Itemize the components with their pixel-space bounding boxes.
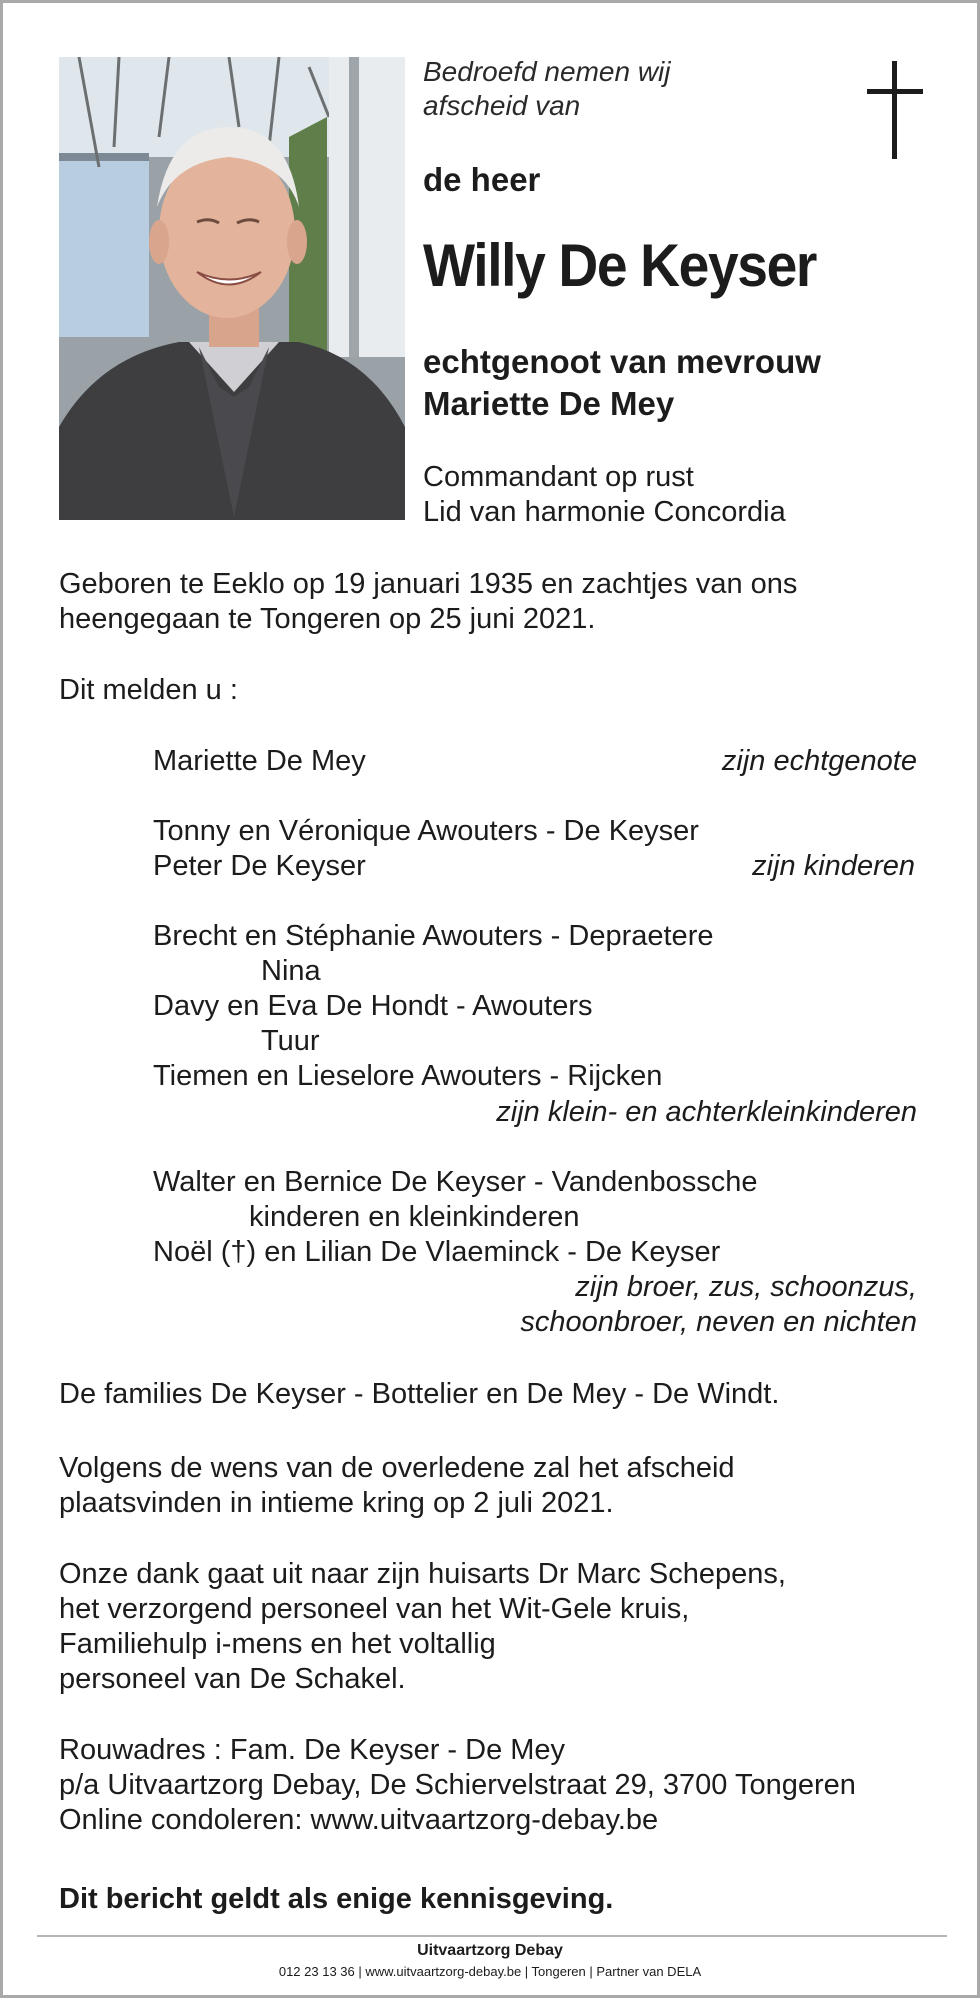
siblings-line-1: Walter en Bernice De Keyser - Vandenbossche [153,1166,758,1198]
address-line-2: p/a Uitvaartzorg Debay, De Schiervelstraat 29, 3700 Tongeren [59,1769,856,1801]
siblings-line-2: kinderen en kleinkinderen [249,1201,580,1233]
intro-text [423,55,670,123]
farewell-line-1: Volgens de wens van de overledene zal het afscheid [59,1452,735,1484]
cross-icon [867,61,923,159]
grandchildren-line-1: Brecht en Stéphanie Awouters - Depraetere [153,920,714,952]
thanks-line-4: personeel van De Schakel. [59,1663,406,1695]
birth-line-1: Geboren te Eeklo op 19 januari 1935 en zachtjes van ons [59,568,798,600]
children-line-1: Tonny en Véronique Awouters - De Keyser [153,815,699,847]
announce-label: Dit melden u : [59,674,238,706]
grandchildren-relation: zijn klein- en achterkleinkinderen [496,1096,917,1128]
siblings-relation-line-2: schoonbroer, neven en nichten [520,1306,917,1338]
role-block [423,460,786,530]
spouse-line-1: echtgenoot van mevrouw [423,343,821,380]
spouse-line-2: Mariette De Mey [423,385,675,422]
thanks-text [59,1557,786,1697]
closing-statement: Dit bericht geldt als enige kennisgeving. [59,1883,614,1915]
children-relation: zijn kinderen [752,850,915,882]
role-line-1: Commandant op rust [423,461,694,493]
portrait-photo [59,57,405,520]
thanks-line-3: Familiehulp i-mens en het voltallig [59,1628,496,1660]
deceased-name: Willy De Keyser [423,232,817,299]
intro-line-2: afscheid van [423,90,581,121]
grandchildren-line-2: Nina [261,955,321,987]
mourner-spouse-name: Mariette De Mey [153,745,366,777]
grandchildren-line-5: Tiemen en Lieselore Awouters - Rijcken [153,1060,663,1092]
thanks-line-1: Onze dank gaat uit naar zijn huisarts Dr Marc Schepens, [59,1558,786,1590]
grandchildren-line-3: Davy en Eva De Hondt - Awouters [153,990,593,1022]
address-line-1: Rouwadres : Fam. De Keyser - De Mey [59,1734,566,1766]
footer-details: 012 23 13 36 | www.uitvaartzorg-debay.be | Tongeren | Partner van DELA [278,1964,702,1979]
grandchildren-line-4: Tuur [261,1025,320,1057]
role-line-2: Lid van harmonie Concordia [423,496,786,528]
footer-divider [37,1935,947,1937]
address-line-3: Online condoleren: www.uitvaartzorg-debay.be [59,1804,659,1836]
spouse-block [423,341,821,425]
farewell-line-2: plaatsvinden in intieme kring op 2 juli 2021. [59,1487,614,1519]
salutation: de heer [423,161,541,198]
address-text [59,1733,856,1838]
birth-text [59,567,797,637]
thanks-line-2: het verzorgend personeel van het Wit-Gele kruis, [59,1593,690,1625]
farewell-text [59,1451,735,1521]
siblings-relation-line-1: zijn broer, zus, schoonzus, [575,1271,917,1303]
intro-line-1: Bedroefd nemen wij [423,56,671,87]
birth-line-2: heengegaan te Tongeren op 25 juni 2021. [59,603,596,635]
families-text: De families De Keyser - Bottelier en De Mey - De Windt. [59,1378,780,1410]
footer-company: Uitvaartzorg Debay [417,1942,563,1959]
mourner-spouse-relation: zijn echtgenote [721,745,917,777]
siblings-line-3: Noël (†) en Lilian De Vlaeminck - De Keyser [153,1236,721,1268]
children-line-2: Peter De Keyser [153,850,366,882]
